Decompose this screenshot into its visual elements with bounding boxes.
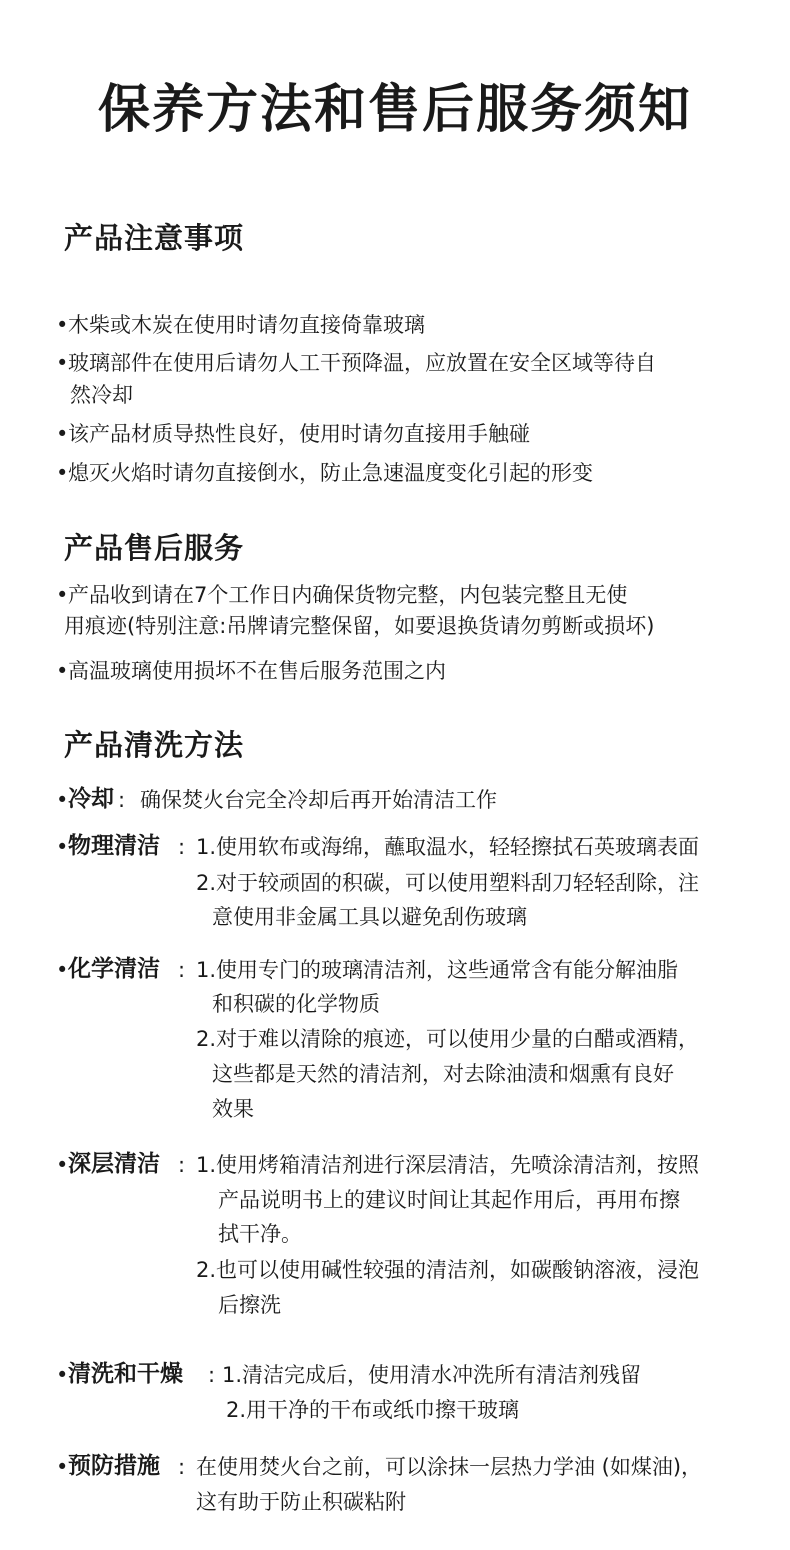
chemical-step-1-line-2: 和积碳的化学物质	[212, 992, 380, 1016]
prevention-step-1-line-1: 在使用焚火台之前，可以涂抹一层热力学油 (如煤油)，	[196, 1455, 703, 1479]
rinse-step-1-line-1: 1.清洁完成后，使用清水冲洗所有清洁剂残留	[222, 1363, 642, 1387]
notice-item-3-line-1: 该产品材质导热性良好，使用时请勿直接用手触碰	[68, 422, 530, 446]
after-sales-item-2-line-1: 高温玻璃使用损坏不在售后服务范围之内	[68, 659, 446, 683]
physical-step-1-line-1: 1.使用软布或海绵，蘸取温水，轻轻擦拭石英玻璃表面	[196, 835, 700, 859]
physical-step-2-line-1: 2.对于较顽固的积碳，可以使用塑料刮刀轻轻刮除，注	[196, 871, 700, 895]
bullet-dot: •	[56, 1455, 69, 1479]
page-title: 保养方法和售后服务须知	[97, 80, 692, 140]
bullet-dot: •	[56, 958, 69, 982]
bullet-dot: •	[56, 1153, 69, 1177]
bullet-dot: •	[56, 659, 69, 683]
cooling-step-1-line-1: 确保焚火台完全冷却后再开始清洁工作	[140, 788, 497, 812]
bullet-dot: •	[56, 313, 69, 337]
label-colon: :	[178, 1153, 186, 1177]
cleaning-label-chemical: 化学清洁	[68, 956, 160, 982]
deep-step-1-line-3: 拭干净。	[218, 1222, 302, 1246]
label-colon: :	[178, 958, 186, 982]
deep-step-2-line-1: 2.也可以使用碱性较强的清洁剂，如碳酸钠溶液，浸泡	[196, 1258, 700, 1282]
notice-item-4-line-1: 熄灭火焰时请勿直接倒水，防止急速温度变化引起的形变	[68, 461, 593, 485]
section-title-cleaning: 产品清洗方法	[64, 728, 245, 762]
bullet-dot: •	[56, 422, 69, 446]
notice-item-2-line-1: 玻璃部件在使用后请勿人工干预降温，应放置在安全区域等待自	[68, 351, 656, 375]
cleaning-label-prevention: 预防措施	[68, 1453, 160, 1479]
cleaning-label-physical: 物理清洁	[68, 833, 160, 859]
deep-step-1-line-2: 产品说明书上的建议时间让其起作用后，再用布擦	[218, 1188, 680, 1212]
cleaning-label-rinse-dry: 清洗和干燥	[68, 1361, 183, 1387]
bullet-dot: •	[56, 1363, 69, 1387]
physical-step-2-line-2: 意使用非金属工具以避免刮伤玻璃	[212, 905, 527, 929]
bullet-dot: •	[56, 835, 69, 859]
bullet-dot: •	[56, 583, 69, 607]
bullet-dot: •	[56, 351, 69, 375]
notice-item-2-line-2: 然冷却	[70, 383, 133, 407]
section-title-notice: 产品注意事项	[64, 221, 245, 255]
chemical-step-2-line-1: 2.对于难以清除的痕迹，可以使用少量的白醋或酒精，	[196, 1027, 700, 1051]
label-colon: :	[208, 1363, 216, 1387]
after-sales-item-1-line-2: 用痕迹(特别注意:吊牌请完整保留，如要退换货请勿剪断或损坏)	[64, 614, 655, 638]
label-colon: :	[178, 835, 186, 859]
cleaning-label-cooling: 冷却	[68, 786, 114, 812]
section-title-after-sales: 产品售后服务	[64, 531, 245, 565]
bullet-dot: •	[56, 461, 69, 485]
prevention-step-1-line-2: 这有助于防止积碳粘附	[196, 1490, 406, 1514]
label-colon: :	[178, 1455, 186, 1479]
bullet-dot: •	[56, 788, 69, 812]
notice-item-1-line-1: 木柴或木炭在使用时请勿直接倚靠玻璃	[68, 313, 425, 337]
deep-step-1-line-1: 1.使用烤箱清洁剂进行深层清洁，先喷涂清洁剂，按照	[196, 1153, 700, 1177]
deep-step-2-line-2: 后擦洗	[218, 1293, 281, 1317]
rinse-step-2-line-1: 2.用干净的干布或纸巾擦干玻璃	[226, 1398, 520, 1422]
cleaning-label-deep: 深层清洁	[68, 1151, 160, 1177]
label-colon: :	[118, 788, 126, 812]
chemical-step-2-line-3: 效果	[212, 1097, 254, 1121]
after-sales-item-1-line-1: 产品收到请在7个工作日内确保货物完整，内包装完整且无使	[68, 583, 628, 607]
chemical-step-2-line-2: 这些都是天然的清洁剂，对去除油渍和烟熏有良好	[212, 1062, 674, 1086]
chemical-step-1-line-1: 1.使用专门的玻璃清洁剂，这些通常含有能分解油脂	[196, 958, 679, 982]
